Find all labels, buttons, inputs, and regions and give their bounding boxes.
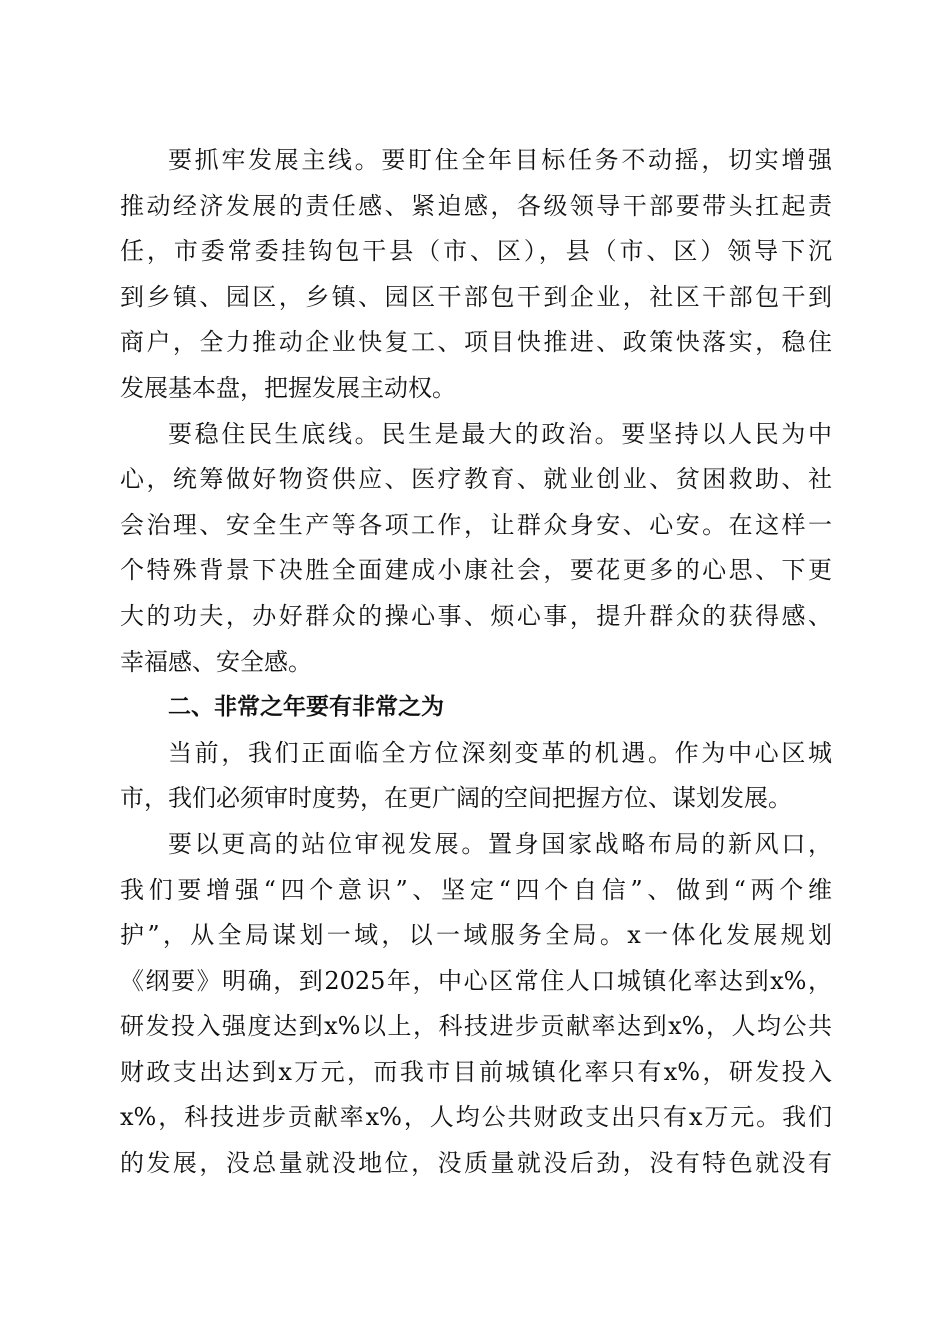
paragraph-line: 到乡镇、园区，乡镇、园区干部包干到企业，社区干部包干到 <box>120 282 832 311</box>
paragraph-line: 研发投入强度达到x%以上，科技进步贡献率达到x%，人均公共 <box>120 1012 832 1041</box>
paragraph-stabilize-livelihood <box>120 412 832 686</box>
paragraph-line: x%，科技进步贡献率x%，人均公共财政支出只有x万元。我们 <box>120 1103 832 1132</box>
paragraph-line: 任，市委常委挂钩包干县（市、区），县（市、区）领导下沉 <box>120 237 832 266</box>
paragraph-line: 要抓牢发展主线。要盯住全年目标任务不动摇，切实增强 <box>168 146 832 174</box>
paragraph-current-opportunity <box>120 731 832 822</box>
paragraph-higher-perspective <box>120 822 832 1187</box>
paragraph-line: 护”，从全局谋划一域，以一域服务全局。x一体化发展规划 <box>120 921 832 950</box>
section-heading <box>120 685 832 731</box>
paragraph-line: 幸福感、安全感。 <box>120 647 312 676</box>
paragraph-grasp-development <box>120 138 832 412</box>
paragraph-line: 市，我们必须审时度势，在更广阔的空间把握方位、谋划发展。 <box>120 784 792 813</box>
paragraph-line: 商户，全力推动企业快复工、项目快推进、政策快落实，稳住 <box>120 328 832 357</box>
paragraph-line: 要以更高的站位审视发展。置身国家战略布局的新风口， <box>168 829 832 858</box>
paragraph-line: 个特殊背景下决胜全面建成小康社会，要花更多的心思、下更 <box>120 556 832 585</box>
paragraph-line: 财政支出达到x万元，而我市目前城镇化率只有x%，研发投入 <box>120 1057 832 1086</box>
section-heading-text: 二、非常之年要有非常之为 <box>168 694 444 721</box>
paragraph-line: 《纲要》明确，到2025年，中心区常住人口城镇化率达到x%， <box>120 966 832 995</box>
paragraph-line: 推动经济发展的责任感、紧迫感，各级领导干部要带头扛起责 <box>120 191 832 220</box>
paragraph-line: 当前，我们正面临全方位深刻变革的机遇。作为中心区城 <box>168 738 832 767</box>
paragraph-line: 的发展，没总量就没地位，没质量就没后劲，没有特色就没有 <box>120 1149 832 1178</box>
paragraph-line: 要稳住民生底线。民生是最大的政治。要坚持以人民为中 <box>168 419 832 448</box>
paragraph-line: 会治理、安全生产等各项工作，让群众身安、心安。在这样一 <box>120 510 832 539</box>
document-body <box>120 138 832 1187</box>
paragraph-line: 发展基本盘，把握发展主动权。 <box>120 373 456 402</box>
paragraph-line: 大的功夫，办好群众的操心事、烦心事，提升群众的获得感、 <box>120 601 832 630</box>
paragraph-line: 我们要增强“四个意识”、坚定“四个自信”、做到“两个维 <box>120 875 832 904</box>
paragraph-line: 心，统筹做好物资供应、医疗教育、就业创业、贫困救助、社 <box>120 465 832 494</box>
